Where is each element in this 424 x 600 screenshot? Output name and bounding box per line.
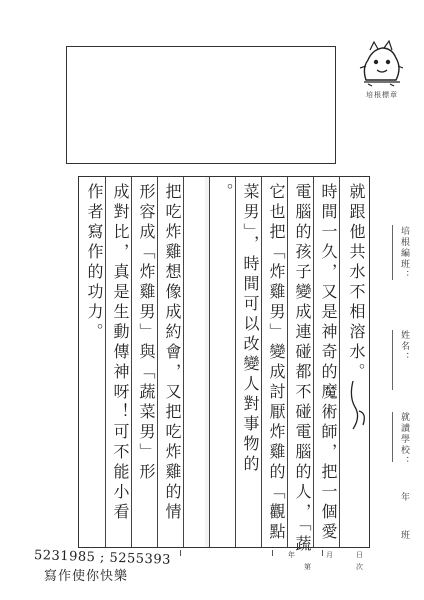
essay-column: 時間一久，又是神奇的魔術師，把一個愛	[319, 183, 338, 543]
essay-column: 把吃炸雞想像成約會，又把吃炸雞的情	[163, 183, 182, 523]
date-row	[180, 550, 370, 574]
page-prefix-label: 第	[304, 563, 311, 571]
essay-column: 作者寫作的功力。	[85, 183, 104, 343]
essay-column: 菜男」，時間可以改變人對事物的	[241, 183, 260, 475]
essay-column: 電腦的孩子變成連碰都不碰電腦的人，「蔬	[293, 183, 312, 555]
class-label: 班	[399, 530, 409, 541]
teacher-comment-box	[66, 46, 336, 164]
student-code: 5231985 ; 5255393	[33, 548, 172, 568]
essay-column: 成對比，真是生動傳神呀！可不能小看	[111, 183, 130, 523]
stamp-caption: 培根標章	[366, 91, 398, 99]
class-assignment-label: 培根編班：	[399, 226, 409, 281]
slogan: 寫作使你快樂	[44, 569, 129, 584]
writing-grid	[78, 176, 370, 555]
bear-mascot-icon	[358, 38, 404, 88]
day-label: 日	[356, 551, 363, 559]
page-suffix-label: 次	[356, 563, 363, 571]
essay-column: 。	[215, 183, 234, 203]
essay-column: 就跟他共水不相溶水。	[347, 183, 366, 383]
teacher-mark-icon	[347, 377, 371, 437]
essay-column: 形容成「炸雞男」與「蔬菜男」形	[137, 183, 156, 483]
school-label: 就讀學校：	[399, 412, 409, 467]
name-label: 姓名：	[399, 330, 409, 363]
month-label: 月	[326, 551, 333, 559]
year-label: 年	[288, 551, 295, 559]
essay-column: 它也把「炸雞男」變成討厭炸雞的「觀點	[267, 183, 286, 543]
grade-label: 年	[399, 492, 409, 503]
